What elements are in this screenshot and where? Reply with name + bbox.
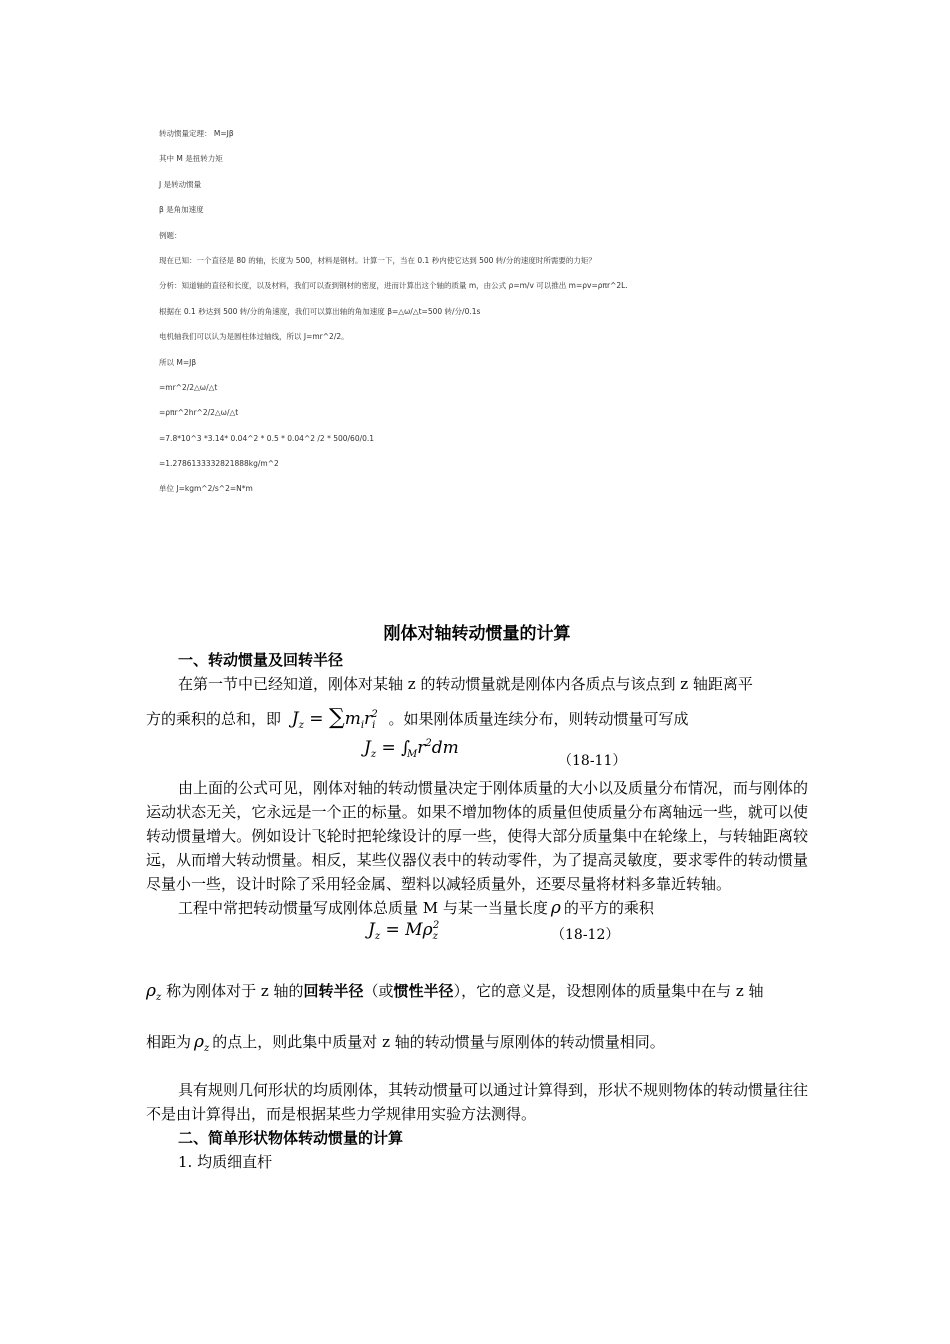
paragraph-text: 的点上，则此集中质量对 z 轴的转动惯量与原刚体的转动惯量相同。 bbox=[212, 1033, 665, 1051]
note-line: 其中 M 是扭转力矩 bbox=[159, 154, 223, 164]
section-heading-1: 一、转动惯量及回转半径 bbox=[178, 651, 344, 669]
page-title: 刚体对轴转动惯量的计算 bbox=[383, 624, 571, 644]
note-line: 电机轴我们可以认为是圆柱体过轴线，所以 J=mr^2/2。 bbox=[159, 332, 349, 342]
paragraph-text: （或 bbox=[363, 982, 394, 1000]
note-line: 现在已知：一个直径是 80 的轴，长度为 500，材料是钢材。计算一下，当在 0.1 秒内使它达到 500 转/分的速度时所需要的力矩？ bbox=[159, 255, 596, 265]
section-heading-2: 二、简单形状物体转动惯量的计算 bbox=[178, 1129, 404, 1147]
paragraph-intro bbox=[146, 672, 808, 696]
equation-18-12 bbox=[146, 920, 808, 968]
note-line: β 是角加速度 bbox=[159, 205, 204, 215]
paragraph-text: 相距为 bbox=[146, 1033, 192, 1051]
note-line: 单位 J=kgm^2/s^2=N*m bbox=[159, 484, 253, 494]
paragraph-text: 在第一节中已经知道，刚体对某轴 z 的转动惯量就是刚体内各质点与该点到 z 轴距离平 bbox=[178, 675, 753, 693]
paragraph-text: 方的乘积的总和，即 bbox=[146, 710, 282, 728]
note-line: =7.8*10^3 *3.14* 0.04^2 * 0.5 * 0.04^2 /2 * 500/60/0.1 bbox=[159, 433, 375, 443]
paragraph-explanation: 由上面的公式可见，刚体对轴的转动惯量决定于刚体质量的大小以及质量分布情况，而与刚体的运动状态无关，它永远是一个正的标量。如果不增加物体的质量但使质量分布离轴远一些，就可以使转动惯量增大。例如设计飞轮时把轮缘设计的厚一些，使得大部分质量集中在轮缘上，与转轴距离较远，从而增大转动惯量。相反，某些仪器仪表中的转动零件，为了提高灵敏度，要求零件的转动惯量尽量小一些，设计时除了采用轻金属、塑料以减轻质量外，还要尽量将材料多靠近转轴。 bbox=[146, 779, 809, 893]
symbol-rho: ρ bbox=[550, 898, 561, 918]
paragraph-intro-line2 bbox=[146, 696, 808, 734]
note-line: =mr^2/2△ω/△t bbox=[159, 382, 218, 392]
note-line: =ρπr^2hr^2/2△ω/△t bbox=[159, 408, 239, 418]
main-content bbox=[146, 620, 808, 1174]
note-line: 所以 M=Jβ bbox=[159, 357, 197, 367]
term-radius-of-gyration: 回转半径 bbox=[303, 982, 364, 1000]
note-line: 根据在 0.1 秒达到 500 转/分的角速度，我们可以算出轴的角加速度 β=△ω/△t=500 转/分/0.1s bbox=[159, 306, 481, 316]
equation-number: （18-12） bbox=[551, 927, 620, 943]
note-line: 分析：知道轴的直径和长度，以及材料，我们可以查到钢材的密度，进而计算出这个轴的质量 m，由公式 ρ=m/v 可以推出 m=ρv=ρπr^2L. bbox=[159, 281, 628, 291]
formula-integral: $J_z = \int_Mr^2dm$ bbox=[364, 738, 459, 760]
formula-radius: $J_z = M\rho_z^2$ bbox=[368, 920, 440, 942]
note-line: J 是转动惯量 bbox=[159, 179, 202, 189]
note-line: 例题： bbox=[159, 230, 182, 240]
paragraph-radius-line1 bbox=[146, 968, 808, 1014]
symbol-rho-z: $\rho_z$ bbox=[146, 981, 162, 1003]
paragraph-text: 的平方的乘积 bbox=[563, 899, 654, 917]
paragraph-text: 。如果刚体质量连续分布，则转动惯量可写成 bbox=[388, 710, 689, 728]
note-line: 转动惯量定理： M=Jβ bbox=[159, 129, 234, 138]
paragraph-text: 称为刚体对于 z 轴的 bbox=[166, 982, 304, 1000]
note-line: =1.2786133332821888kg/m^2 bbox=[159, 459, 279, 469]
example-notes bbox=[159, 129, 859, 510]
paragraph-text: ），它的意义是，设想刚体的质量集中在与 z 轴 bbox=[453, 982, 764, 1000]
inline-formula-sum: $J_z = \sum m_ir_i^2$ bbox=[291, 705, 378, 731]
term-inertia-radius: 惯性半径 bbox=[393, 982, 454, 1000]
symbol-rho-z: $\rho_z$ bbox=[194, 1032, 210, 1054]
paragraph-engineering bbox=[146, 896, 808, 920]
paragraph-radius-line2 bbox=[146, 1014, 808, 1070]
equation-number: （18-11） bbox=[558, 753, 627, 769]
equation-18-11 bbox=[146, 734, 808, 776]
paragraph-text: 工程中常把转动惯量写成刚体总质量 M 与某一当量长度 bbox=[178, 899, 548, 917]
list-item-1: 1. 均质细直杆 bbox=[178, 1153, 273, 1171]
paragraph-regular-shapes: 具有规则几何形状的均质刚体，其转动惯量可以通过计算得到，形状不规则物体的转动惯量往往不是由计算得出，而是根据某些力学规律用实验方法测得。 bbox=[146, 1081, 809, 1123]
